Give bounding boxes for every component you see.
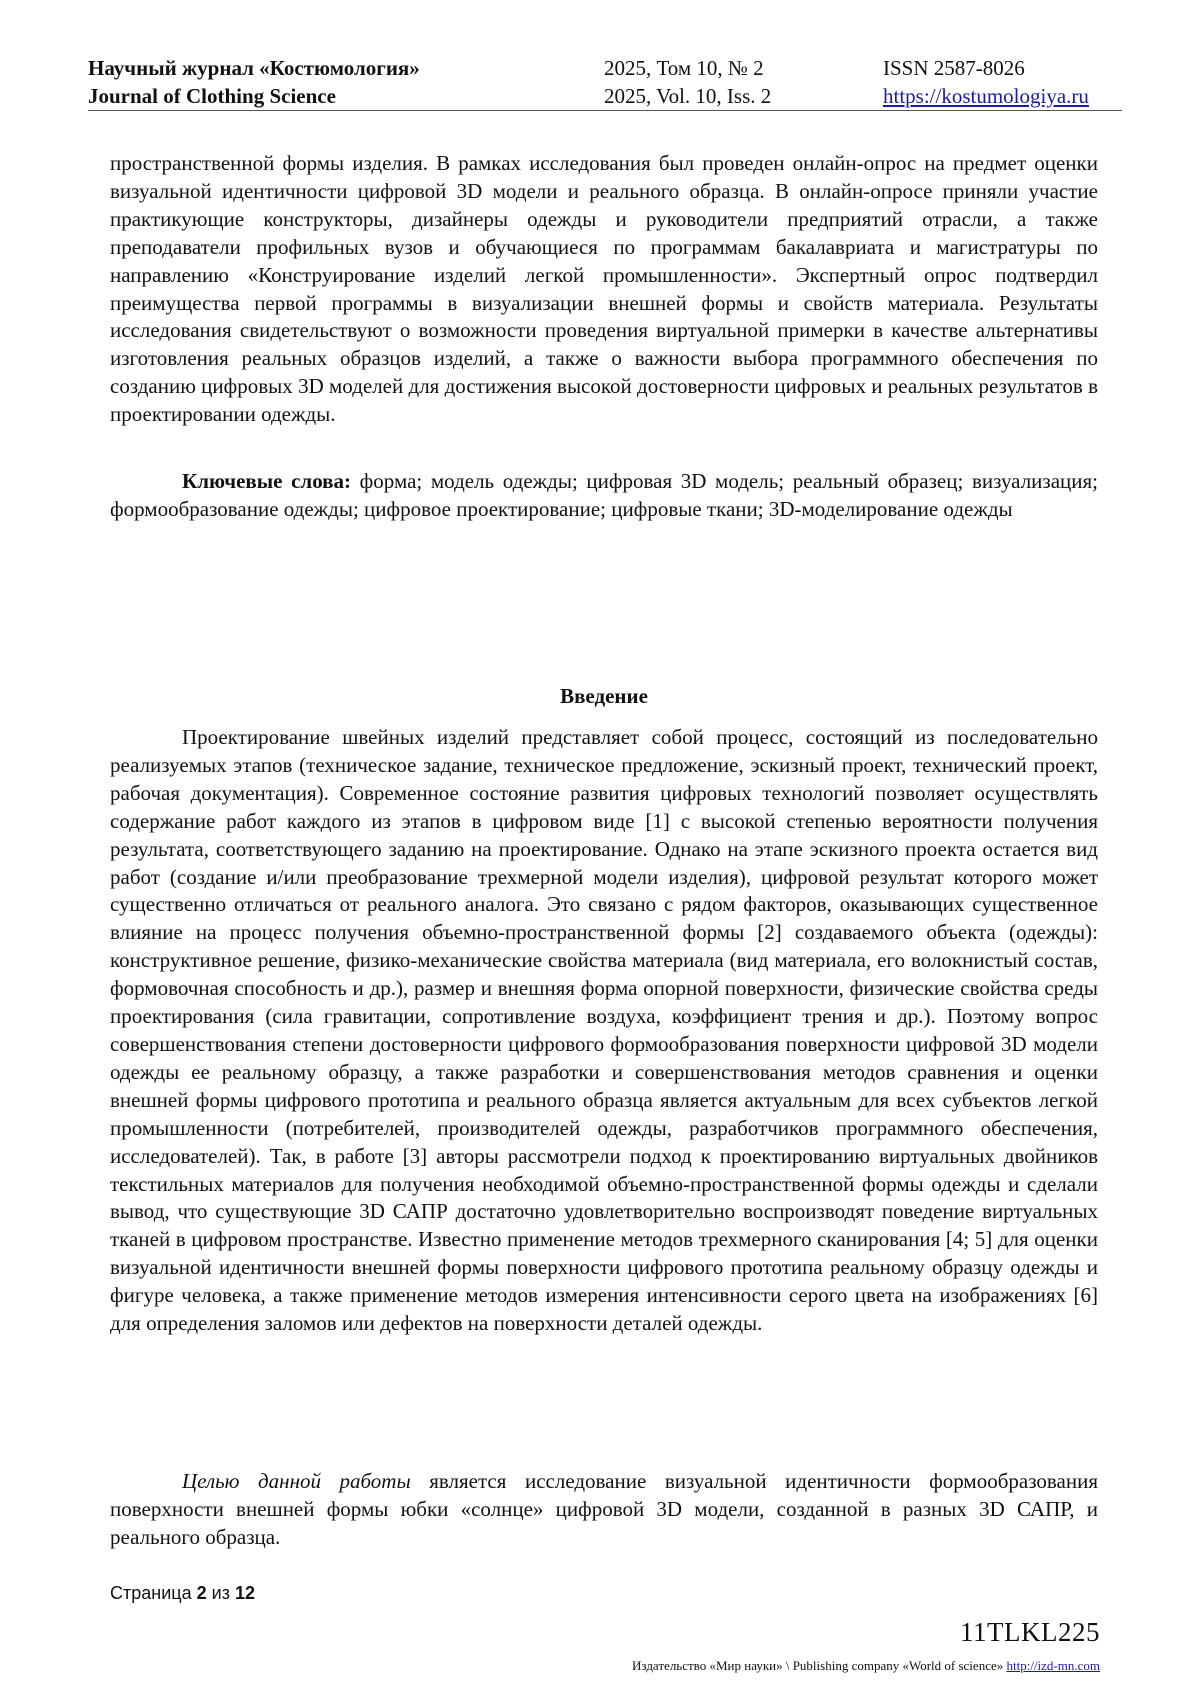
introduction-heading: Введение [560, 684, 648, 708]
page-current: 2 [196, 1583, 207, 1603]
publisher-link[interactable]: http://izd-mn.com [1006, 1658, 1100, 1673]
abstract-text: пространственной формы изделия. В рамках исследования был проведен онлайн-опрос на предмет оценки визуальной идентичности цифровой 3D модели и реального образца. В онлайн-опросе приняли участие практикующие конструкторы, дизайнеры одежды и руководители предприятий отрасли, а также преподаватели профильных вузов и обучающиеся по программам бакалавриата и магистратуры по направлению «Конструирование изделий легкой промышленности». Экспертный опрос подтвердил преимущества первой программы в визуализации внешней формы и свойств материала. Результаты исследования свидетельствуют о возможности проведения виртуальной примерки в качестве альтернативы изготовления реальных образцов изделий, а также о важности выбора программного обеспечения по созданию цифровых 3D моделей для достижения высокой достоверности цифровых и реальных результатов в проектировании одежды. [110, 151, 1098, 427]
journal-website-link[interactable]: https://kostumologiya.ru [883, 84, 1089, 108]
issue-ru: 2025, Том 10, № 2 [604, 56, 764, 80]
journal-title-block [88, 54, 420, 110]
keywords-text: форма; модель одежды; цифровая 3D модель; реальный образец; визуализация; формообразование одежды; цифровое проектирование; цифровые ткани; 3D-моделирование одежды [110, 469, 1098, 521]
journal-header [88, 52, 1122, 111]
journal-title-ru: Научный журнал «Костюмология» [88, 56, 420, 80]
publisher-line [632, 1658, 1100, 1674]
keywords-paragraph [110, 468, 1098, 524]
page-word: Страница [110, 1583, 192, 1603]
aim-paragraph [110, 1468, 1098, 1552]
article-code: 11TLKL225 [960, 1617, 1100, 1647]
introduction-paragraph: Проектирование швейных изделий представляет собой процесс, состоящий из последовательно реализуемых этапов (техническое задание, техническое предложение, эскизный проект, технический проект, рабочая документация). Современное состояние развития цифровых технологий позволяет осуществлять содержание работ каждого из этапов в цифровом виде [1] с высокой степенью вероятности получения результата, соответствующего заданию на проектирование. Однако на этапе эскизного проекта остается вид работ (создание и/или преобразование трехмерной модели изделия), цифровой результат которого может существенно отличаться от реального аналога. Это связано с рядом факторов, оказывающих существенное влияние на процесс получения объемно-пространственной формы [2] создаваемого объекта (одежды): конструктивное решение, физико-механические свойства материала (вид материала, его волокнистый состав, формовочная способность и др.), размер и внешняя форма опорной поверхности, физические свойства среды проектирования (сила гравитации, сопротивление воздуха, коэффициент трения и др.). Поэтому вопрос совершенствования степени достоверности цифрового формообразования поверхности цифровой 3D модели одежды ее реальному образцу, а также разработки и совершенствования методов сравнения и оценки внешней формы цифрового прототипа и реального образца является актуальным для всех субъектов легкой промышленности (потребителей, производителей одежды, разработчиков программного обеспечения, исследователей). Так, в работе [3] авторы рассмотрели подход к проектированию виртуальных двойников текстильных материалов для получения необходимой объемно-пространственной формы одежды и сделали вывод, что существующие 3D САПР достаточно удовлетворительно воспроизводят поведение виртуальных тканей в цифровом пространстве. Известно применение методов трехмерного сканирования [4; 5] для оценки визуальной идентичности внешней формы поверхности цифрового прототипа реальному образцу одежды и фигуре человека, а также применение методов измерения интенсивности серого цвета на изображениях [6] для определения заломов или дефектов на поверхности деталей одежды. [110, 725, 1098, 1336]
issn-block [883, 54, 1089, 110]
issue-block [604, 54, 771, 110]
publisher-text: Издательство «Мир науки» \ Publishing company «World of science» [632, 1658, 1004, 1673]
introduction-body [110, 724, 1098, 1338]
page-total: 12 [234, 1583, 255, 1603]
keywords-section [110, 468, 1098, 524]
issn: ISSN 2587-8026 [883, 56, 1025, 80]
journal-title-en: Journal of Clothing Science [88, 84, 336, 108]
aim-section [110, 1468, 1098, 1552]
issue-en: 2025, Vol. 10, Iss. 2 [604, 84, 772, 108]
aim-lead: Целью данной работы [182, 1469, 411, 1493]
page-of: из [211, 1583, 230, 1603]
abstract-continuation [110, 150, 1098, 429]
aim-rest: является исследование визуальной идентичности формообразования поверхности внешней формы юбки «солнце» цифровой 3D модели, созданной в разных 3D САПР, и реального образца. [110, 1469, 1098, 1549]
page-number [110, 1583, 255, 1604]
keywords-label: Ключевые слова: [182, 469, 352, 493]
